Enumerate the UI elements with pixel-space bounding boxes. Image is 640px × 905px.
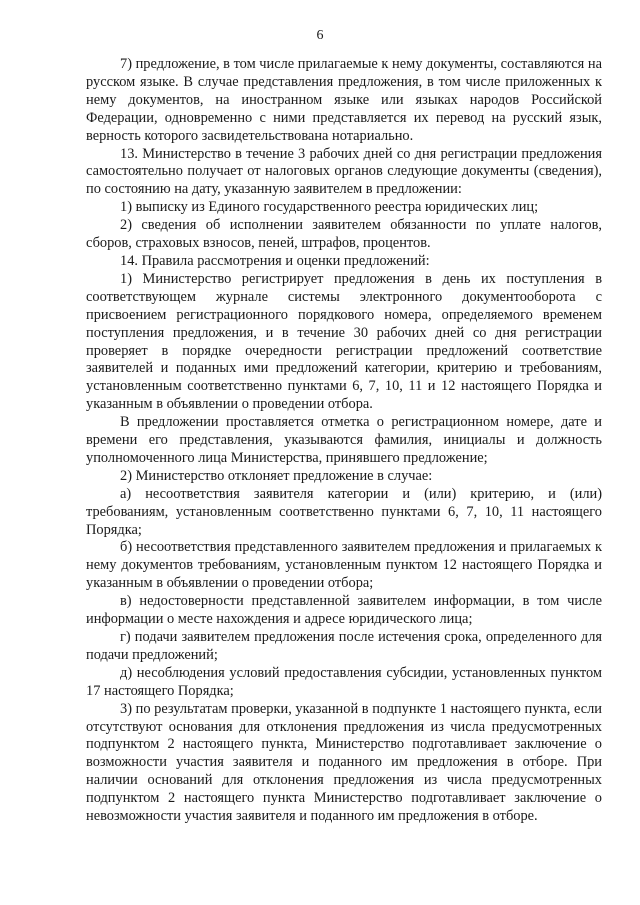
paragraph-7: 7) предложение, в том числе прилагаемые к нему документы, составляются на русском языке. В случае представления предложения, в том числе приложенных к нему документов, на иностранном языке или языках народов Российской Федерации, одновременно с ними представляется их перевод на русский язык, верность которого засвидетельствована нотариально. — [86, 56, 602, 144]
paragraph-14-2-b: б) несоответствия представленного заявителем предложения и прилагаемых к нему документов требованиям, установленным пунктом 12 настоящего Порядка и указанным в объявлении о проведении отбора; — [86, 539, 602, 592]
paragraph-14-2-d: д) несоблюдения условий предоставления субсидии, установленных пунктом 17 настоящего Порядка; — [86, 664, 602, 699]
page-number: 6 — [316, 28, 324, 43]
paragraph-14-2: 2) Министерство отклоняет предложение в случае: — [120, 467, 433, 484]
paragraph-14-3: 3) по результатам проверки, указанной в подпункте 1 настоящего пункта, если отсутствуют основания для отклонения предложения из числа предусмотренных подпунктом 2 настоящего пункта, Министерство подготавливает заключение о возможности участия заявителя и поданного им предложения в отборе. При наличии оснований для отклонения предложения из числа предусмотренных подпунктом 2 настоящего пункта Министерство подготавливает заключение о невозможности участия заявителя и поданного им предложения в отборе. — [86, 700, 602, 825]
paragraph-14-1-note: В предложении проставляется отметка о регистрационном номере, дате и времени его представления, указываются фамилия, инициалы и должность уполномоченного лица Министерства, принявшего предложение; — [86, 414, 602, 466]
paragraph-14-2-v: в) недостоверности представленной заявителем информации, в том числе информации о месте нахождения и адресе юридического лица; — [86, 593, 602, 628]
paragraph-13-2: 2) сведения об исполнении заявителем обязанности по уплате налогов, сборов, страховых взносов, пеней, штрафов, процентов. — [86, 217, 602, 252]
paragraph-14-2-a: а) несоответствия заявителя категории и (или) критерию, и (или) требованиям, установленным соответственно пунктами 6, 7, 10, 11 настоящего Порядка; — [86, 485, 602, 538]
paragraph-14-2-g: г) подачи заявителем предложения после истечения срока, определенного для подачи предложений; — [86, 629, 602, 663]
paragraph-13: 13. Министерство в течение 3 рабочих дней со дня регистрации предложения самостоятельно получает от налоговых органов следующие документы (сведения), по состоянию на дату, указанную заявителем в предложении: — [86, 145, 602, 198]
paragraph-14: 14. Правила рассмотрения и оценки предложений: — [120, 252, 430, 269]
paragraph-14-1: 1) Министерство регистрирует предложения в день их поступления в соответствующем журнале системы электронного документооборота с присвоением регистрационного порядкового номера, определяемого временем поступления предложения, и в течение 30 рабочих дней со дня регистрации проверяет в порядке очередности регистрации предложений соответствие заявителей и поданных ими предложений категории, критерию и требованиям, установленным соответственно пунктами 6, 7, 10, 11 и 12 настоящего Порядка и указанным в объявлении о проведении отбора. — [86, 270, 602, 413]
document-body — [86, 56, 602, 826]
paragraph-13-1: 1) выписку из Единого государственного реестра юридических лиц; — [120, 199, 539, 216]
